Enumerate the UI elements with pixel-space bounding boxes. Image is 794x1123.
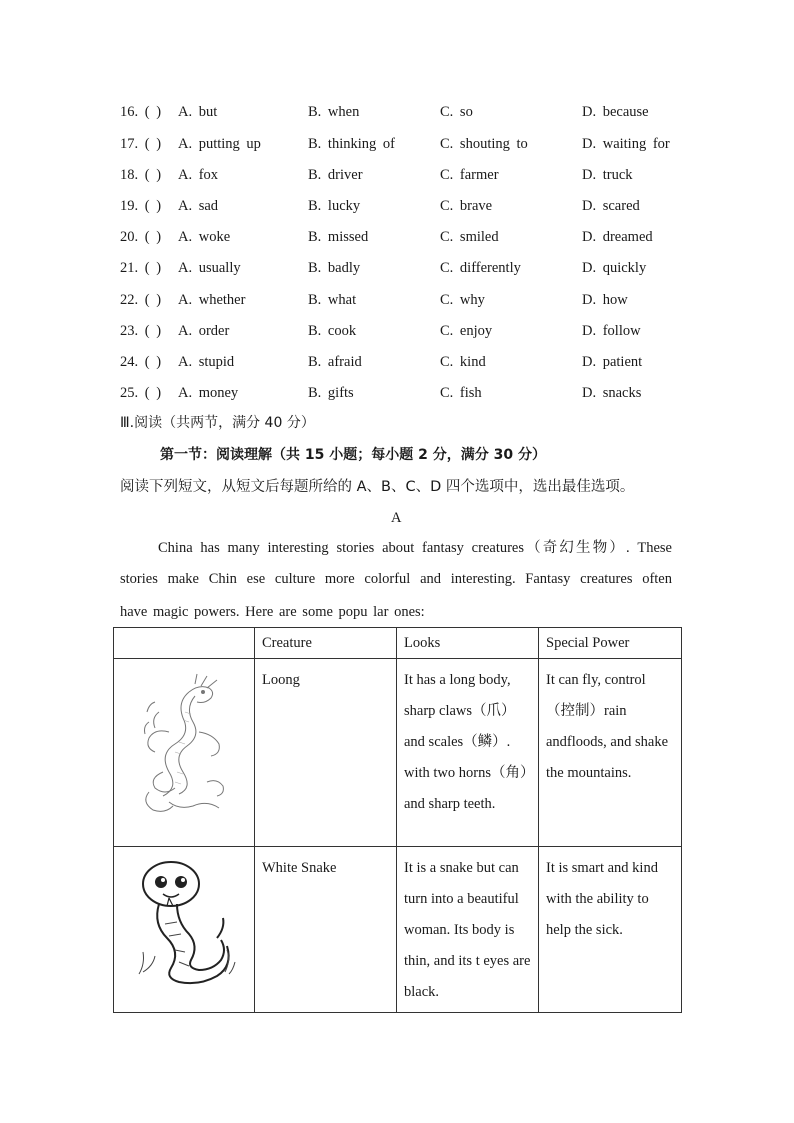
snake-image-cell (114, 847, 255, 1013)
passage-line-1: China has many interesting stories about fantasy creatures（奇幻生物）. These (158, 540, 672, 556)
option-d: D. how (582, 292, 628, 308)
question-23 (120, 319, 690, 343)
option-d: D. because (582, 104, 649, 120)
question-16 (120, 100, 690, 124)
table-row (114, 659, 682, 847)
part-one-heading: 第一节：阅读理解（共 15 小题；每小题 2 分，满分 30 分） (160, 447, 546, 463)
option-b: B. what (308, 292, 357, 308)
question-number: 23. ( ) (120, 323, 162, 339)
option-b: B. cook (308, 323, 357, 339)
option-b: B. thinking of (308, 136, 395, 152)
option-c: C. brave (440, 198, 493, 214)
option-b: B. lucky (308, 198, 361, 214)
passage-line-2: stories make Chin ese culture more colorful and interesting. Fantasy creatures often (120, 571, 672, 587)
creature-table (113, 627, 682, 1013)
question-25 (120, 381, 690, 405)
question-number: 16. ( ) (120, 104, 162, 120)
header-image (114, 628, 255, 659)
option-a: A. putting up (178, 136, 261, 152)
question-number: 18. ( ) (120, 167, 162, 183)
question-21 (120, 256, 690, 280)
table-header-row (114, 628, 682, 659)
question-number: 17. ( ) (120, 136, 162, 152)
option-c: C. why (440, 292, 485, 308)
question-18 (120, 163, 690, 187)
option-d: D. waiting for (582, 136, 670, 152)
option-a: A. whether (178, 292, 246, 308)
passage-label: A (391, 510, 402, 526)
option-b: B. gifts (308, 385, 354, 401)
option-a: A. but (178, 104, 218, 120)
option-a: A. sad (178, 198, 219, 214)
option-a: A. woke (178, 229, 231, 245)
passage-line-3: have magic powers. Here are some popu lar ones: (120, 604, 425, 620)
table-row (114, 847, 682, 1013)
option-a: A. money (178, 385, 239, 401)
header-looks: Looks (397, 628, 539, 659)
option-a: A. stupid (178, 354, 235, 370)
question-number: 20. ( ) (120, 229, 162, 245)
dragon-image-cell (114, 659, 255, 847)
question-24 (120, 350, 690, 374)
option-b: B. when (308, 104, 360, 120)
option-d: D. snacks (582, 385, 642, 401)
creature-looks: It is a snake but can turn into a beautiful woman. Its body is thin, and its t eyes are black. (397, 847, 539, 1013)
creature-power: It can fly, control（控制）rain andfloods, and shake the mountains. (539, 659, 682, 847)
option-c: C. kind (440, 354, 486, 370)
section-heading: Ⅲ.阅读（共两节，满分 40 分） (120, 415, 315, 431)
option-d: D. dreamed (582, 229, 653, 245)
option-c: C. so (440, 104, 473, 120)
option-b: B. badly (308, 260, 361, 276)
dragon-icon (129, 672, 239, 822)
option-c: C. enjoy (440, 323, 493, 339)
option-d: D. scared (582, 198, 640, 214)
question-19 (120, 194, 690, 218)
question-17 (120, 132, 690, 156)
question-number: 19. ( ) (120, 198, 162, 214)
question-number: 25. ( ) (120, 385, 162, 401)
option-d: D. follow (582, 323, 641, 339)
option-d: D. patient (582, 354, 643, 370)
creature-looks: It has a long body, sharp claws（爪）and scales（鳞）. with two horns（角）and sharp teeth. (397, 659, 539, 847)
option-d: D. quickly (582, 260, 647, 276)
creature-name: White Snake (255, 847, 397, 1013)
question-number: 21. ( ) (120, 260, 162, 276)
instruction-text: 阅读下列短文，从短文后每题所给的 A、B、C、D 四个选项中，选出最佳选项。 (120, 479, 635, 495)
option-a: A. order (178, 323, 230, 339)
question-number: 22. ( ) (120, 292, 162, 308)
creature-power: It is smart and kind with the ability to help the sick. (539, 847, 682, 1013)
option-a: A. usually (178, 260, 241, 276)
option-c: C. farmer (440, 167, 499, 183)
option-b: B. missed (308, 229, 369, 245)
snake-icon (129, 854, 239, 994)
option-c: C. fish (440, 385, 482, 401)
option-b: B. afraid (308, 354, 362, 370)
question-22 (120, 288, 690, 312)
header-special-power: Special Power (539, 628, 682, 659)
creature-name: Loong (255, 659, 397, 847)
question-number: 24. ( ) (120, 354, 162, 370)
option-c: C. shouting to (440, 136, 528, 152)
option-b: B. driver (308, 167, 363, 183)
header-creature: Creature (255, 628, 397, 659)
option-c: C. differently (440, 260, 521, 276)
question-20 (120, 225, 690, 249)
option-c: C. smiled (440, 229, 499, 245)
option-a: A. fox (178, 167, 219, 183)
option-d: D. truck (582, 167, 633, 183)
